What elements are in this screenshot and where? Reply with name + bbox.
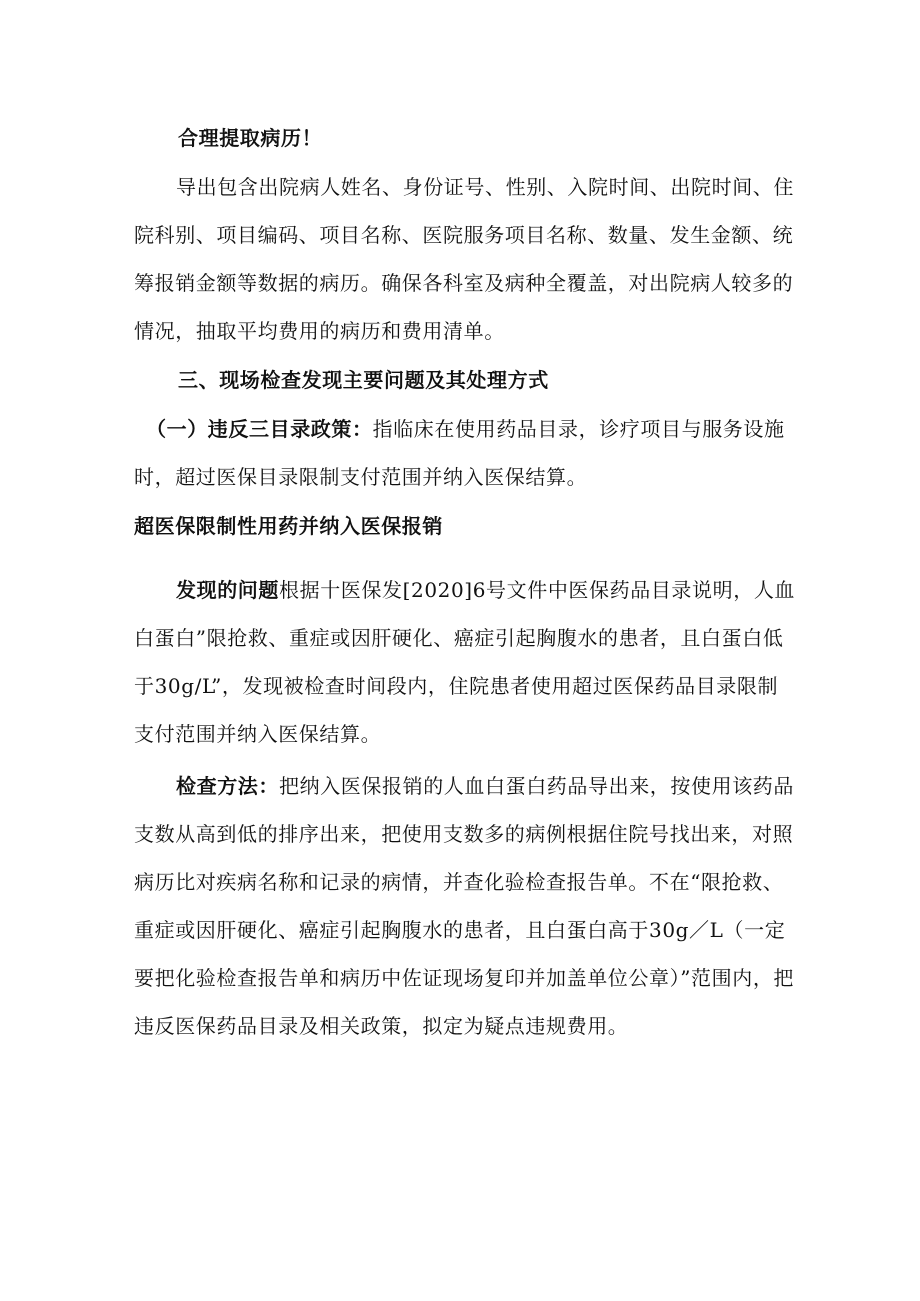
paragraph-export-records: 导出包含出院病人姓名、身份证号、性别、入院时间、出院时间、住院科别、项目编码、项目名称、医院服务项目名称、数量、发生金额、统筹报销金额等数据的病历。确保各科室及病种全覆盖，对出院病人较多的情况，抽取平均费用的病历和费用清单。 [134, 175, 794, 343]
section-heading-problems: 三、现场检查发现主要问题及其处理方式 [178, 368, 549, 392]
method-text: 把纳入医保报销的人血白蛋白药品导出来，按使用该药品支数从高到低的排序出来，把使用支数多的病例根据住院号找出来，对照病历比对疾病名称和记录的病情，并查化验检查报告单。不在“限抢救、重症或因肝硬化、癌症引起胸腹水的患者，且白蛋白高于30g／L（一定要把化验检查报告单和病历中佐证现场复印并加盖单位公章）”范围内，把违反医保药品目录及相关政策，拟定为疑点违规费用。 [134, 774, 795, 1038]
problem-paragraph [134, 566, 798, 758]
item-one-paragraph [134, 405, 810, 501]
item-one-text: 指临床在使用药品目录，诊疗项目与服务设施时，超过医保目录限制支付范围并纳入医保结算。 [134, 417, 785, 489]
problem-label: 发现的问题 [176, 578, 279, 602]
method-paragraph [134, 762, 798, 1050]
problem-text: 根据十医保发[2020]6号文件中医保药品目录说明，人血白蛋白”限抢救、重症或因肝硬化、癌症引起胸腹水的患者，且白蛋白低于30g/L”，发现被检查时间段内，住院患者使用超过医保药品目录限制支付范围并纳入医保结算。 [134, 578, 796, 746]
item-one-label: （一）违反三目录政策： [146, 417, 373, 441]
subheading-restricted-drugs: 超医保限制性用药并纳入医保报销 [134, 514, 443, 538]
heading-extract-records: 合理提取病历！ [178, 126, 323, 150]
method-label: 检查方法： [176, 774, 279, 798]
